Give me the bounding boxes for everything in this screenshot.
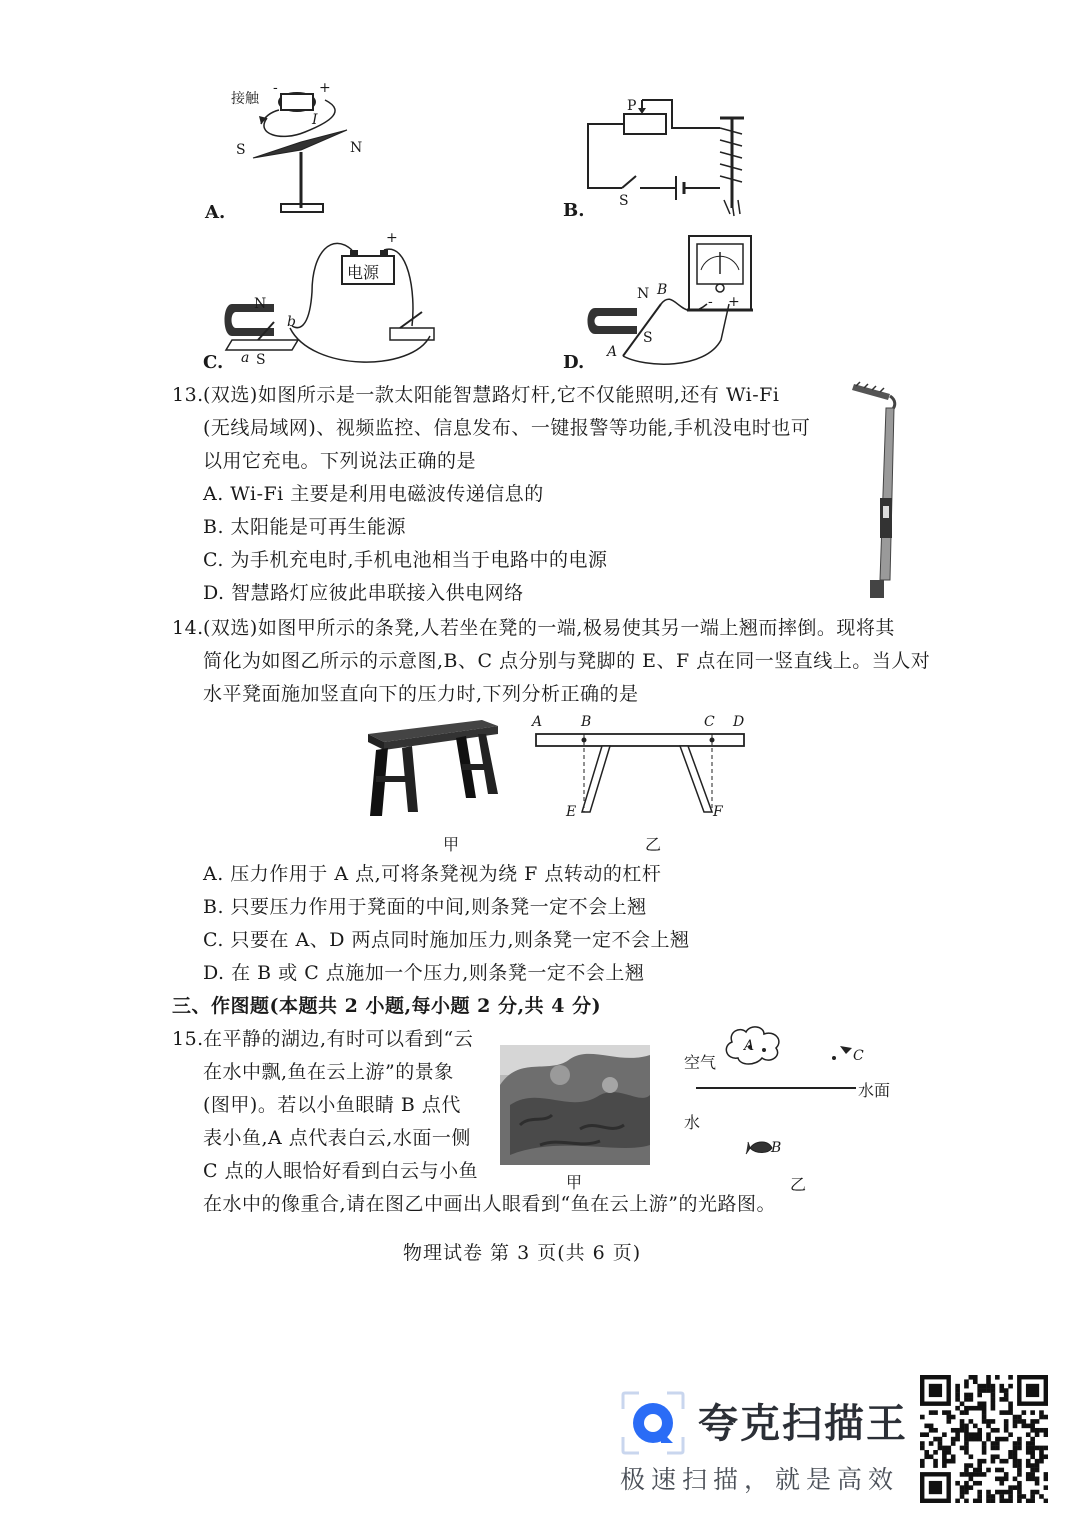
- q14-option-b: B. 只要压力作用于凳面的中间,则条凳一定不会上翘: [203, 896, 647, 918]
- q13-option-c: C. 为手机充电时,手机电池相当于电路中的电源: [203, 549, 608, 571]
- q15-point-c-label: C: [853, 1048, 864, 1064]
- q15-water-label: 水: [684, 1113, 701, 1132]
- q15-line: C 点的人眼恰好看到白云与小鱼: [203, 1160, 479, 1182]
- q15-line: 在水中飘,鱼在云上游”的景象: [203, 1061, 454, 1083]
- q15-air-label: 空气: [684, 1053, 717, 1072]
- q14-point-e-label: E: [566, 804, 577, 820]
- q14-point-d-label: D: [733, 714, 745, 730]
- q15-lake-photo: [500, 1045, 650, 1165]
- q15-water-surface-label: 水面: [858, 1081, 891, 1100]
- fig12-c-a-label: a: [241, 350, 250, 366]
- q13-stem: [203, 379, 810, 610]
- fig12-c-b-label: b: [287, 314, 296, 330]
- fig12-option-b-diagram: [580, 90, 760, 220]
- q14-line: 简化为如图乙所示的示意图,B、C 点分别与凳脚的 E、F 点在同一竖直线上。当人对: [203, 650, 931, 672]
- q13-option-d: D. 智慧路灯应彼此串联接入供电网络: [203, 582, 524, 604]
- q14-fig-yi-label: 乙: [645, 835, 662, 854]
- fig12-d-n-label: N: [637, 286, 650, 302]
- q14-line: (双选)如图甲所示的条凳,人若坐在凳的一端,极易使其另一端上翘而摔倒。现将其: [203, 617, 895, 639]
- q15-point-a-label: A: [744, 1038, 755, 1054]
- q13-number: 13.: [172, 384, 204, 406]
- q14-option-a: A. 压力作用于 A 点,可将条凳视为绕 F 点转动的杠杆: [203, 863, 662, 885]
- fig12-a-n-label: N: [350, 140, 363, 156]
- fig12-b-s-label: S: [619, 193, 629, 209]
- q15-fig-yi-label: 乙: [790, 1175, 807, 1194]
- fig12-a-s-label: S: [236, 142, 246, 158]
- q15-stem: [203, 1023, 478, 1188]
- watermark-brand-name: 夸克扫描王: [698, 1401, 908, 1447]
- fig12-a-plus-label: +: [319, 80, 331, 96]
- fig12-option-a-label: A.: [205, 202, 226, 223]
- q14-point-a-label: A: [532, 714, 543, 730]
- fig12-d-a-label: A: [607, 344, 618, 360]
- q15-point-b-label: B: [771, 1140, 782, 1156]
- page-footer: 物理试卷 第 3 页(共 6 页): [403, 1242, 642, 1264]
- q13-option-a: A. Wi-Fi 主要是利用电磁波传递信息的: [203, 483, 544, 505]
- fig12-a-contact-label: 接触: [231, 91, 259, 107]
- q14-line: 水平凳面施加竖直向下的压力时,下列分析正确的是: [203, 683, 639, 705]
- q15-fig-jia-label: 甲: [566, 1173, 583, 1192]
- q14-option-c: C. 只要在 A、D 两点同时施加压力,则条凳一定不会上翘: [203, 929, 690, 951]
- q14-option-d: D. 在 B 或 C 点施加一个压力,则条凳一定不会上翘: [203, 962, 645, 984]
- q15-line: (图甲)。若以小鱼眼睛 B 点代: [203, 1094, 461, 1116]
- q14-stem: [203, 612, 930, 711]
- q15-line: 在平静的湖边,有时可以看到“云: [203, 1028, 474, 1050]
- q14-fig-jia-label: 甲: [443, 835, 460, 854]
- fig12-d-b-label: B: [657, 282, 668, 298]
- fig12-c-n-label: N: [254, 296, 267, 312]
- fig12-d-minus-label: -: [708, 294, 713, 310]
- q15-number: 15.: [172, 1028, 204, 1050]
- fig12-option-d-label: D.: [563, 352, 585, 373]
- fig12-d-plus-label: +: [728, 294, 740, 310]
- q15-line: 表小鱼,A 点代表白云,水面一侧: [203, 1127, 471, 1149]
- fig12-c-plus-label: +: [386, 230, 398, 246]
- quark-logo-icon: [617, 1387, 689, 1459]
- q15-last-line: 在水中的像重合,请在图乙中画出人眼看到“鱼在云上游”的光路图。: [203, 1193, 776, 1215]
- fig12-d-s-label: S: [643, 330, 653, 346]
- fig12-b-p-label: P: [627, 98, 637, 114]
- fig12-a-current-label: I: [312, 112, 318, 128]
- q13-option-b: B. 太阳能是可再生能源: [203, 516, 407, 538]
- section-3-title: 三、作图题(本题共 2 小题,每小题 2 分,共 4 分): [172, 995, 602, 1017]
- q14-point-c-label: C: [704, 714, 715, 730]
- fig12-a-minus-label: -: [273, 80, 278, 96]
- fig12-c-power-label: 电源: [347, 263, 380, 282]
- watermark-slogan: 极速扫描，就是高效: [620, 1465, 900, 1494]
- fig12-c-s-label: S: [256, 352, 266, 368]
- q14-options: [203, 858, 690, 990]
- q13-line: 以用它充电。下列说法正确的是: [203, 450, 477, 472]
- q13-line: (双选)如图所示是一款太阳能智慧路灯杆,它不仅能照明,还有 Wi-Fi: [203, 384, 780, 406]
- q14-point-f-label: F: [713, 804, 723, 820]
- q14-point-b-label: B: [581, 714, 592, 730]
- q13-streetlight-figure: [840, 380, 910, 605]
- q14-number: 14.: [172, 617, 204, 639]
- fig12-option-c-label: C.: [203, 352, 224, 373]
- q14-bench-photo: [358, 716, 503, 822]
- q13-line: (无线局域网)、视频监控、信息发布、一键报警等功能,手机没电时也可: [203, 417, 811, 439]
- fig12-option-b-label: B.: [563, 200, 585, 221]
- qr-code-icon: [920, 1375, 1048, 1503]
